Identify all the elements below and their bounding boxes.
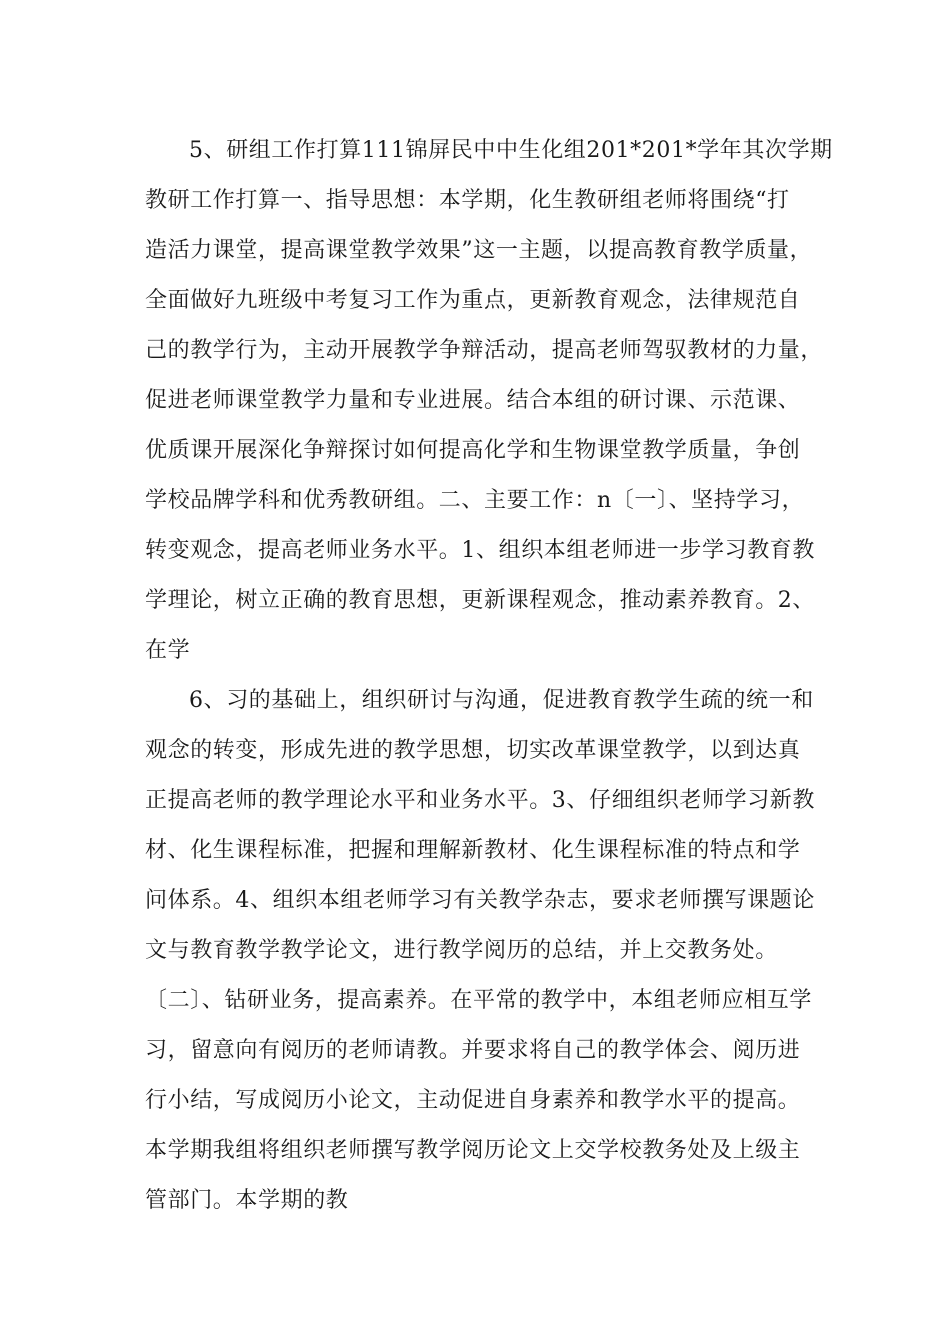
paragraph-1-line-4: 全面做好九班级中考复习工作为重点，更新教育观念，法律规范自 — [145, 288, 801, 313]
paragraph-2-line-3: 正提高老师的教学理论水平和业务水平。3、仔细组织老师学习新教 — [145, 788, 815, 813]
paragraph-1-line-8: 学校品牌学科和优秀教研组。二、主要工作：n〔一〕、坚持学习， — [145, 488, 805, 513]
paragraph-1-line-5: 己的教学行为，主动开展教学争辩活动，提高老师驾驭教材的力量， — [145, 338, 824, 363]
paragraph-2-line-5: 问体系。4、组织本组老师学习有关教学杂志，要求老师撰写课题论 — [145, 888, 815, 913]
paragraph-2-line-8: 习，留意向有阅历的老师请教。并要求将自己的教学体会、阅历进 — [145, 1038, 801, 1063]
paragraph-2-line-2: 观念的转变，形成先进的教学思想，切实改革课堂教学，以到达真 — [145, 738, 801, 763]
paragraph-1-line-2: 教研工作打算一、指导思想：本学期，化生教研组老师将围绕“打 — [145, 188, 790, 213]
paragraph-2-line-11: 管部门。本学期的教 — [145, 1188, 349, 1213]
paragraph-1-line-6: 促进老师课堂教学力量和专业进展。结合本组的研讨课、示范课、 — [145, 388, 801, 413]
paragraph-2-line-4: 材、化生课程标准，把握和理解新教材、化生课程标准的特点和学 — [145, 838, 801, 863]
paragraph-1-line-7: 优质课开展深化争辩探讨如何提高化学和生物课堂教学质量，争创 — [145, 438, 801, 463]
paragraph-1-line-1: 5、研组工作打算111锦屏民中中生化组201*201*学年其次学期 — [189, 138, 833, 163]
paragraph-1-line-10: 学理论，树立正确的教育思想，更新课程观念，推动素养教育。2、 — [145, 588, 815, 613]
paragraph-2-line-7: 〔二〕、钻研业务，提高素养。在平常的教学中，本组老师应相互学 — [145, 988, 813, 1013]
paragraph-2-line-1: 6、习的基础上，组织研讨与沟通，促进教育教学生疏的统一和 — [189, 688, 814, 713]
paragraph-1-line-9: 转变观念，提高老师业务水平。1、组织本组老师进一步学习教育教 — [145, 538, 815, 563]
paragraph-1-line-11: 在学 — [145, 638, 191, 663]
paragraph-2-line-10: 本学期我组将组织老师撰写教学阅历论文上交学校教务处及上级主 — [145, 1138, 801, 1163]
paragraph-1-line-3: 造活力课堂，提高课堂教学效果”这一主题，以提高教育教学质量， — [145, 238, 813, 263]
paragraph-2-line-6: 文与教育教学教学论文，进行教学阅历的总结，并上交教务处。 — [145, 938, 778, 963]
paragraph-2-line-9: 行小结，写成阅历小论文，主动促进自身素养和教学水平的提高。 — [145, 1088, 801, 1113]
